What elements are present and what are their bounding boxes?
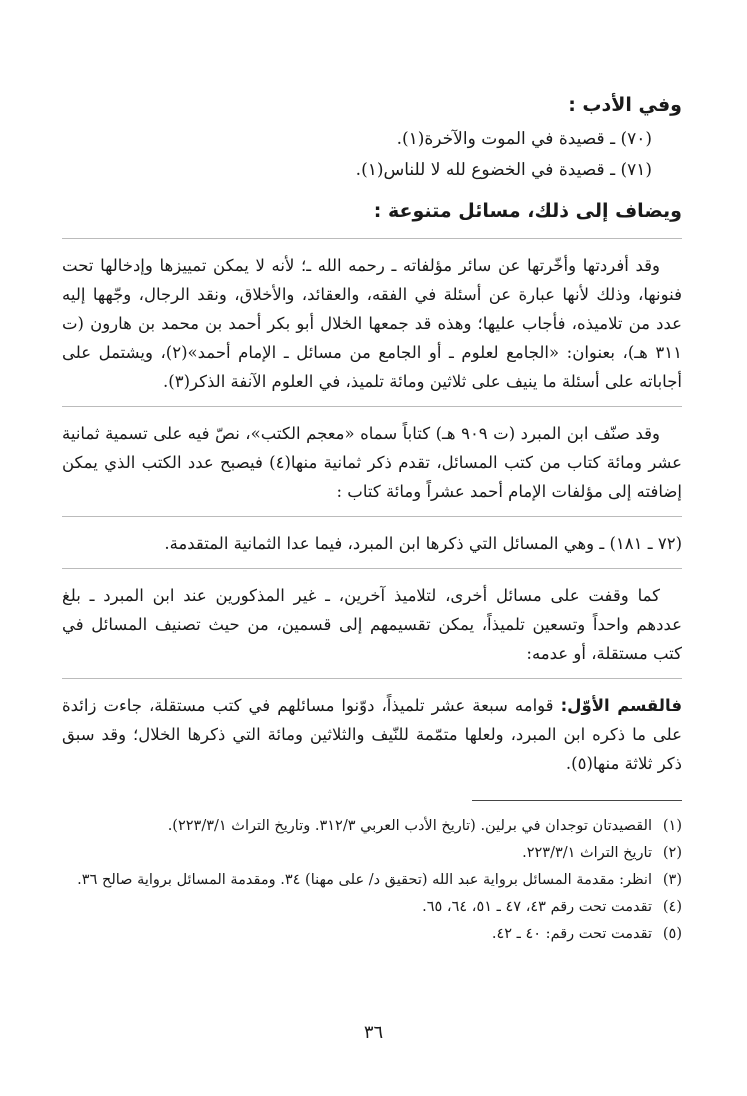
- paragraph-text: قوامه سبعة عشر تلميذاً، دوّنوا مسائلهم في كتب مستقلة، جاءت زائدة على ما ذكره ابن المبرد، ولعلها متمّمة للنّيف والثلاثين ومائة التي ذكرها الخلال؛ وقد سبق ذكر ثلاثة منها(٥).: [62, 696, 682, 773]
- paragraph: كما وقفت على مسائل أخرى، لتلاميذ آخرين، ـ غير المذكورين عند ابن المبرد ـ بلغ عددهم واحداً وتسعين تلميذاً، يمكن تقسيمهم إلى قسمين، من حيث تصنيف المسائل في كتب مستقلة، أو عدمه:: [62, 586, 682, 663]
- paragraph: وقد أفردتها وأخّرتها عن سائر مؤلفاته ـ رحمه الله ـ؛ لأنه لا يمكن تمييزها وإدخالها تحت فنونها، وذلك لأنها عبارة عن أسئلة في الفقه، والعقائد، والأخلاق، ونقد الرجال، وجّهها إليه عدد من تلاميذه، فأجاب عليها؛ وهذه قد جمعها الخلال أبو بكر أحمد بن محمد بن هارون (ت ٣١١ هـ)، بعنوان: «الجامع لعلوم ـ أو الجامع من مسائل ـ الإمام أحمد»(٢)، ويشتمل على أجاباته على أسئلة ما ينيف على ثلاثين ومائة تلميذ، في العلوم الآنفة الذكر(٣).: [62, 256, 682, 391]
- paragraph: (٧٢ ـ ١٨١) ـ وهي المسائل التي ذكرها ابن المبرد، فيما عدا الثمانية المتقدمة.: [164, 534, 682, 553]
- footnote: (٢) تاريخ التراث ٢٢٣/٣/١.: [522, 845, 682, 861]
- list-item: (٧٠) ـ قصيدة في الموت والآخرة(١).: [396, 129, 652, 149]
- section-heading-adab: وفي الأدب :: [568, 94, 682, 116]
- footnote: (٥) تقدمت تحت رقم: ٤٠ ـ ٤٢.: [491, 926, 682, 942]
- footnotes: [62, 813, 682, 948]
- divider: [62, 238, 682, 239]
- section-heading-extra: ويضاف إلى ذلك، مسائل متنوعة :: [373, 200, 682, 222]
- footnote-rule: [472, 800, 682, 801]
- paragraph: [62, 691, 682, 778]
- divider: [62, 568, 682, 569]
- divider: [62, 678, 682, 679]
- paragraph: وقد صنّف ابن المبرد (ت ٩٠٩ هـ) كتاباً سماه «معجم الكتب»، نصّ فيه على تسمية ثمانية عشر ومائة كتاب من كتب المسائل، تقدم ذكر ثمانية منها(٤) فيصبح عدد الكتب الذي يمكن إضافته إلى مؤلفات الإمام أحمد عشراً ومائة كتاب :: [62, 424, 683, 501]
- paragraph-lead: فالقسم الأوّل:: [560, 696, 682, 715]
- divider: [62, 516, 682, 517]
- page-number: ٣٦: [363, 1022, 384, 1043]
- footnote: (٣) انظر: مقدمة المسائل برواية عبد الله (تحقيق د/ على مهنا) ٣٤. ومقدمة المسائل برواية صالح ٣٦.: [77, 872, 682, 888]
- list-item: (٧١) ـ قصيدة في الخضوع لله لا للناس(١).: [355, 160, 652, 180]
- footnote: (١) القصيدتان توجدان في برلين. (تاريخ الأدب العربي ٣١٢/٣. وتاريخ التراث ٢٢٣/٣/١).: [167, 818, 682, 834]
- footnote: (٤) تقدمت تحت رقم ٤٣، ٤٧ ـ ٥١، ٦٤، ٦٥.: [422, 899, 682, 915]
- page-body: [62, 88, 682, 948]
- divider: [62, 406, 682, 407]
